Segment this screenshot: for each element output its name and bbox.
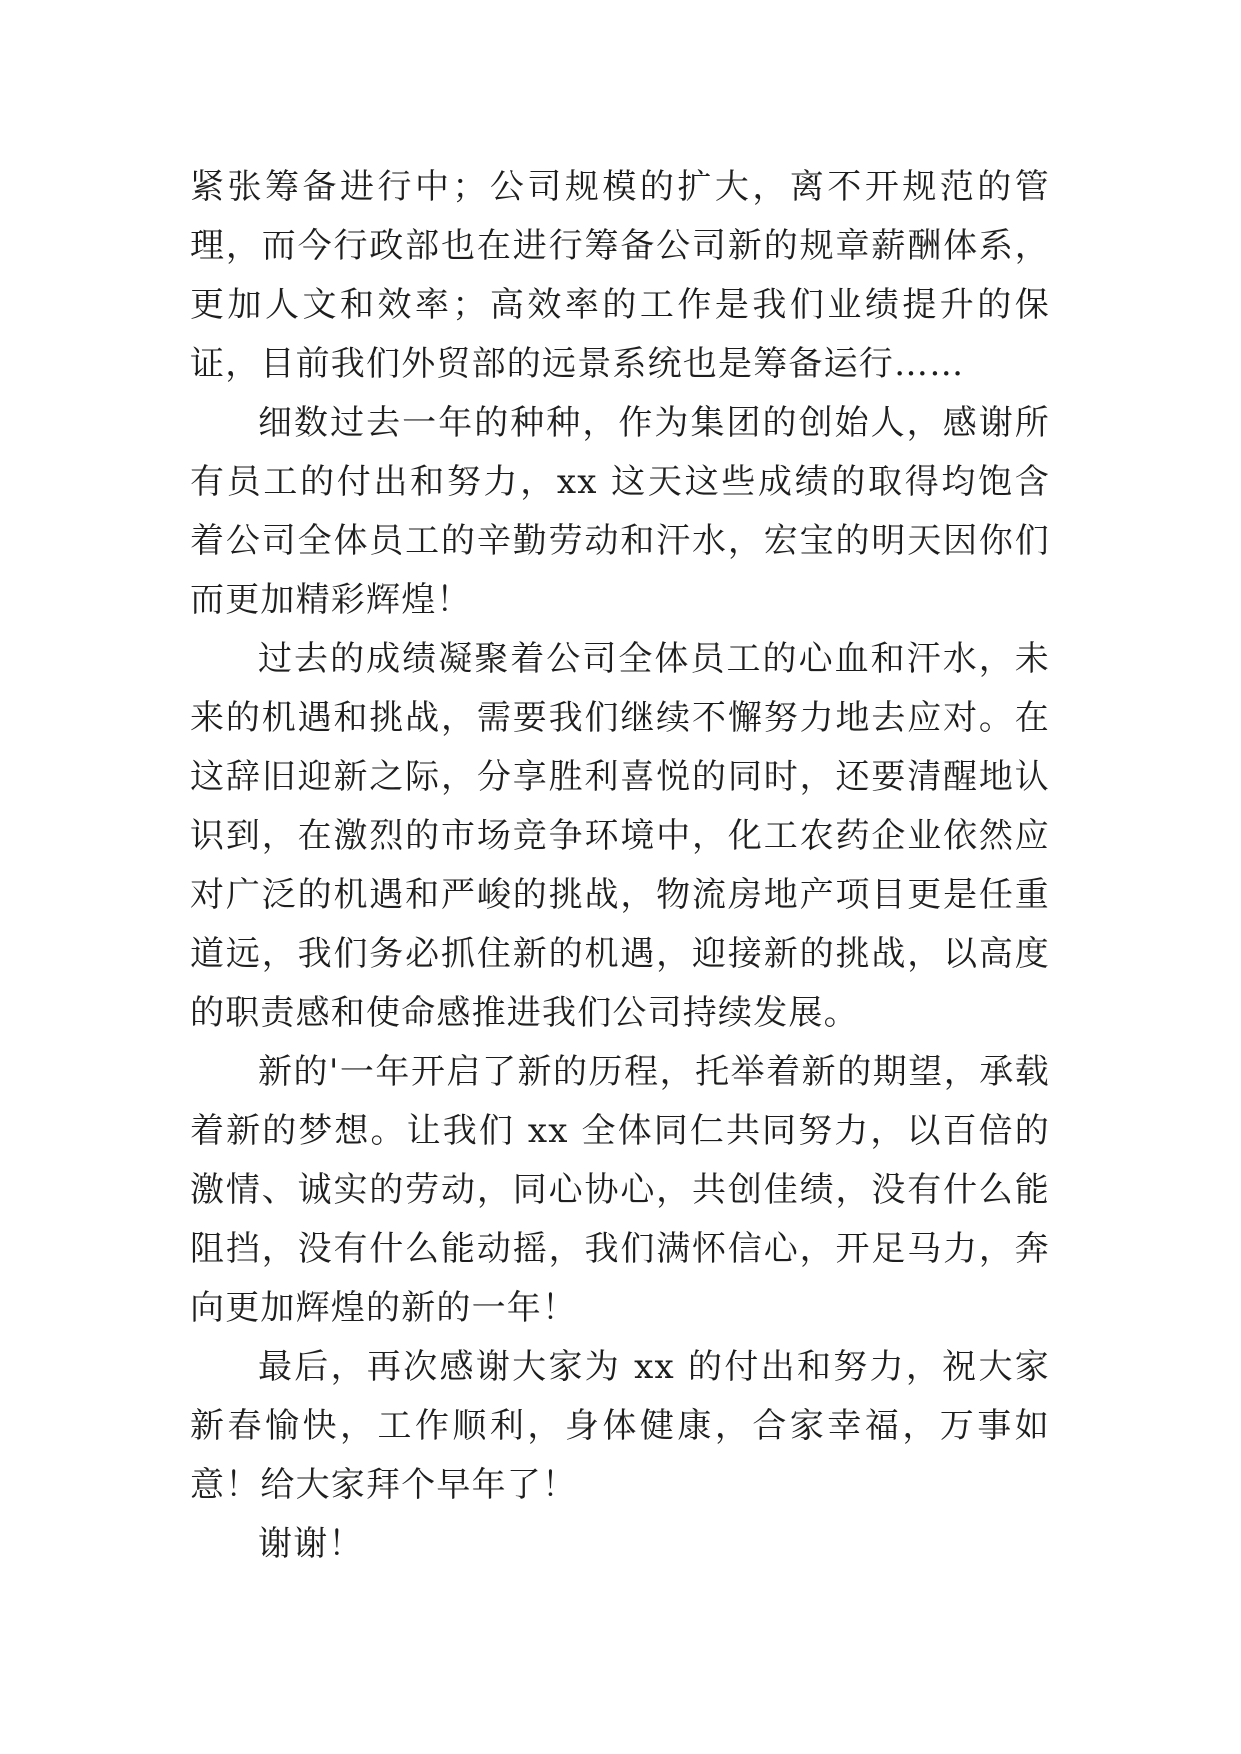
paragraph-thanks-employees: 细数过去一年的种种，作为集团的创始人，感谢所有员工的付出和努力，xx 这天这些成绩的取得均饱含着公司全体员工的辛勤劳动和汗水，宏宝的明天因你们而更加精彩辉煌！	[190, 403, 1050, 620]
paragraph-new-year: 新的'一年开启了新的历程，托举着新的期望，承载着新的梦想。让我们 xx 全体同仁共同努力，以百倍的激情、诚实的劳动，同心协心，共创佳绩，没有什么能阻挡，没有什么能动摇，我们满怀信心，开足马力，奔向更加辉煌的新的一年！	[190, 1052, 1050, 1328]
paragraph-past-achievements: 过去的成绩凝聚着公司全体员工的心血和汗水，未来的机遇和挑战，需要我们继续不懈努力地去应对。在这辞旧迎新之际，分享胜利喜悦的同时，还要清醒地认识到，在激烈的市场竞争环境中，化工农药企业依然应对广泛的机遇和严峻的挑战，物流房地产项目更是任重道远，我们务必抓住新的机遇，迎接新的挑战，以高度的职责感和使命感推进我们公司持续发展。	[190, 639, 1050, 1033]
paragraph-thank-you: 谢谢！	[258, 1524, 364, 1564]
document-body	[190, 158, 1050, 1574]
paragraph-closing-wishes: 最后，再次感谢大家为 xx 的付出和努力，祝大家新春愉快，工作顺利，身体健康，合家幸福，万事如意！给大家拜个早年了！	[190, 1347, 1050, 1505]
paragraph-continuation: 紧张筹备进行中；公司规模的扩大，离不开规范的管理，而今行政部也在进行筹备公司新的规章薪酬体系，更加人文和效率；高效率的工作是我们业绩提升的保证，目前我们外贸部的远景系统也是筹备运行……	[190, 167, 1050, 384]
